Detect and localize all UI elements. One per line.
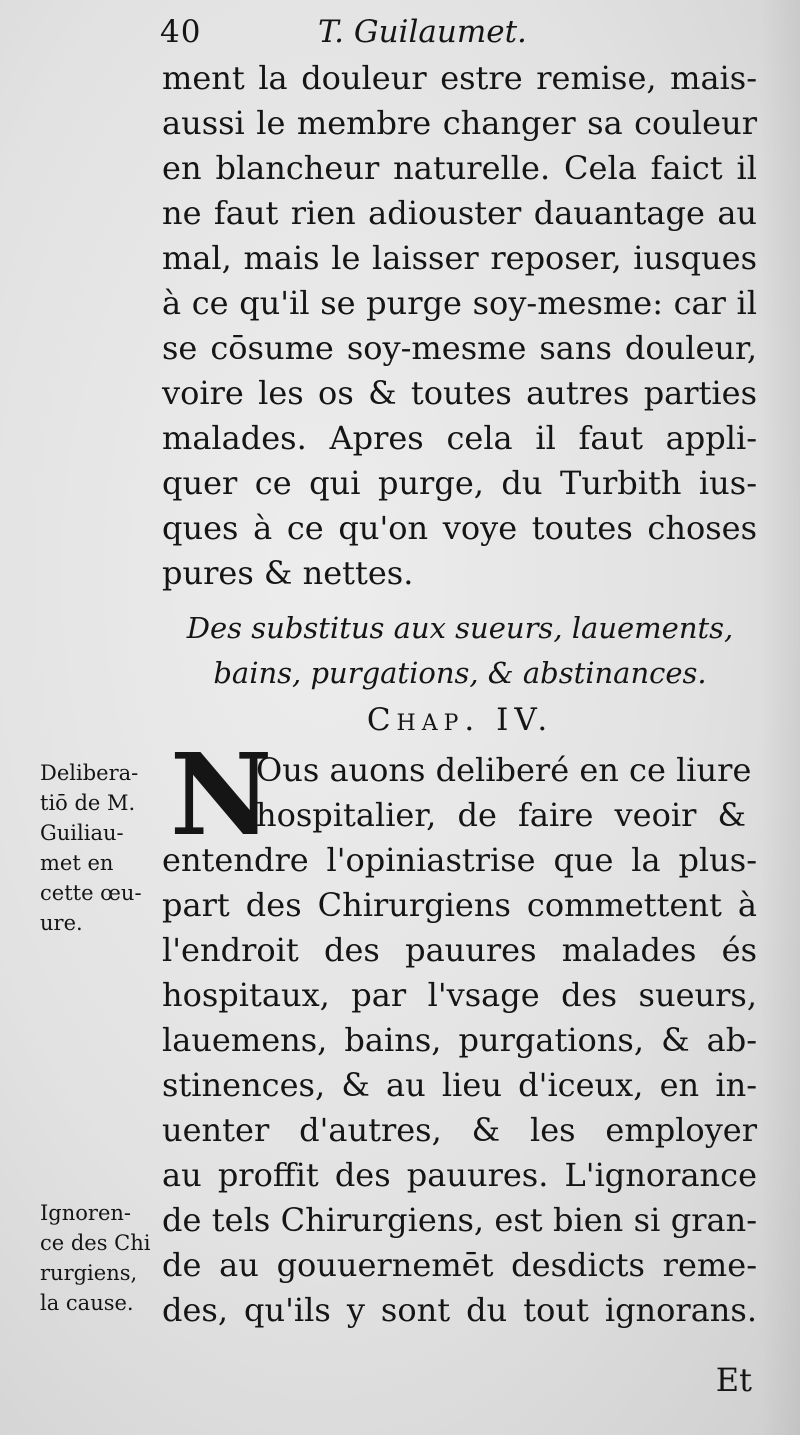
margin-note-line: ce des Chi	[40, 1231, 151, 1255]
text-line: des, qu'ils y sont du tout ignorans.	[162, 1291, 757, 1329]
margin-note-line: Guiliau-	[40, 821, 124, 845]
text-line: mal, mais le laisser reposer, iusques	[162, 239, 757, 277]
text-line: malades. Apres cela il faut appli-	[162, 419, 757, 457]
catchword: Et	[715, 1361, 752, 1399]
margin-note-line: tiō de M.	[40, 791, 136, 815]
drop-cap: N	[170, 730, 273, 861]
text-line: en blancheur naturelle. Cela faict il	[162, 149, 757, 187]
text-line: aussi le membre changer sa couleur	[162, 104, 757, 142]
text-line: pures & nettes.	[162, 554, 414, 592]
text-line: ment la douleur estre remise, mais-	[162, 59, 757, 97]
margin-note-line: rurgiens,	[40, 1261, 138, 1285]
running-head	[160, 10, 760, 54]
margin-note-ignorance	[40, 1198, 160, 1318]
text-line: part des Chirurgiens commettent à	[162, 886, 757, 924]
section-heading-line-2: bains, purgations, & abstinances.	[213, 656, 707, 690]
text-line: entendre l'opiniastrise que la plus-	[162, 841, 757, 879]
text-line: lauemens, bains, purgations, & ab-	[162, 1021, 757, 1059]
text-line: de au gouuernemēt desdicts reme-	[162, 1246, 757, 1284]
text-line: à ce qu'il se purge soy-mesme: car il	[162, 284, 757, 322]
text-line: quer ce qui purge, du Turbith ius-	[162, 464, 757, 502]
margin-note-line: Delibera-	[40, 761, 139, 785]
page-number: 40	[160, 14, 202, 50]
text-line: de tels Chirurgiens, est bien si gran-	[162, 1201, 757, 1239]
text-line: se cōsume soy-mesme sans douleur,	[162, 329, 757, 367]
text-line: au proffit des pauures. L'ignorance	[162, 1156, 757, 1194]
text-line: Ous auons deliberé en ce liure	[256, 751, 752, 789]
text-line: hospitaux, par l'vsage des sueurs,	[162, 976, 757, 1014]
margin-note-line: Ignoren-	[40, 1201, 131, 1225]
text-line: voire les os & toutes autres parties	[162, 374, 757, 412]
text-line: l'endroit des pauures malades és	[162, 931, 757, 969]
chapter-label: Chap. IV.	[366, 702, 554, 738]
text-line: ne faut rien adiouster dauantage au	[162, 194, 757, 232]
margin-note-line: cette œu-	[40, 881, 142, 905]
running-title: T. Guilaumet.	[318, 14, 527, 50]
text-line: uenter d'autres, & les employer	[162, 1111, 757, 1149]
text-line: stinences, & au lieu d'iceux, en in-	[162, 1066, 757, 1104]
text-line: ques à ce qu'on voye toutes choses	[162, 509, 757, 547]
text-line: hospitalier, de faire veoir &	[256, 796, 746, 834]
margin-note-line: ure.	[40, 911, 83, 935]
section-heading-line-1: Des substitus aux sueurs, lauements,	[186, 611, 734, 645]
margin-note-line: la cause.	[40, 1291, 134, 1315]
margin-note-deliberation	[40, 758, 160, 938]
margin-note-line: met en	[40, 851, 114, 875]
